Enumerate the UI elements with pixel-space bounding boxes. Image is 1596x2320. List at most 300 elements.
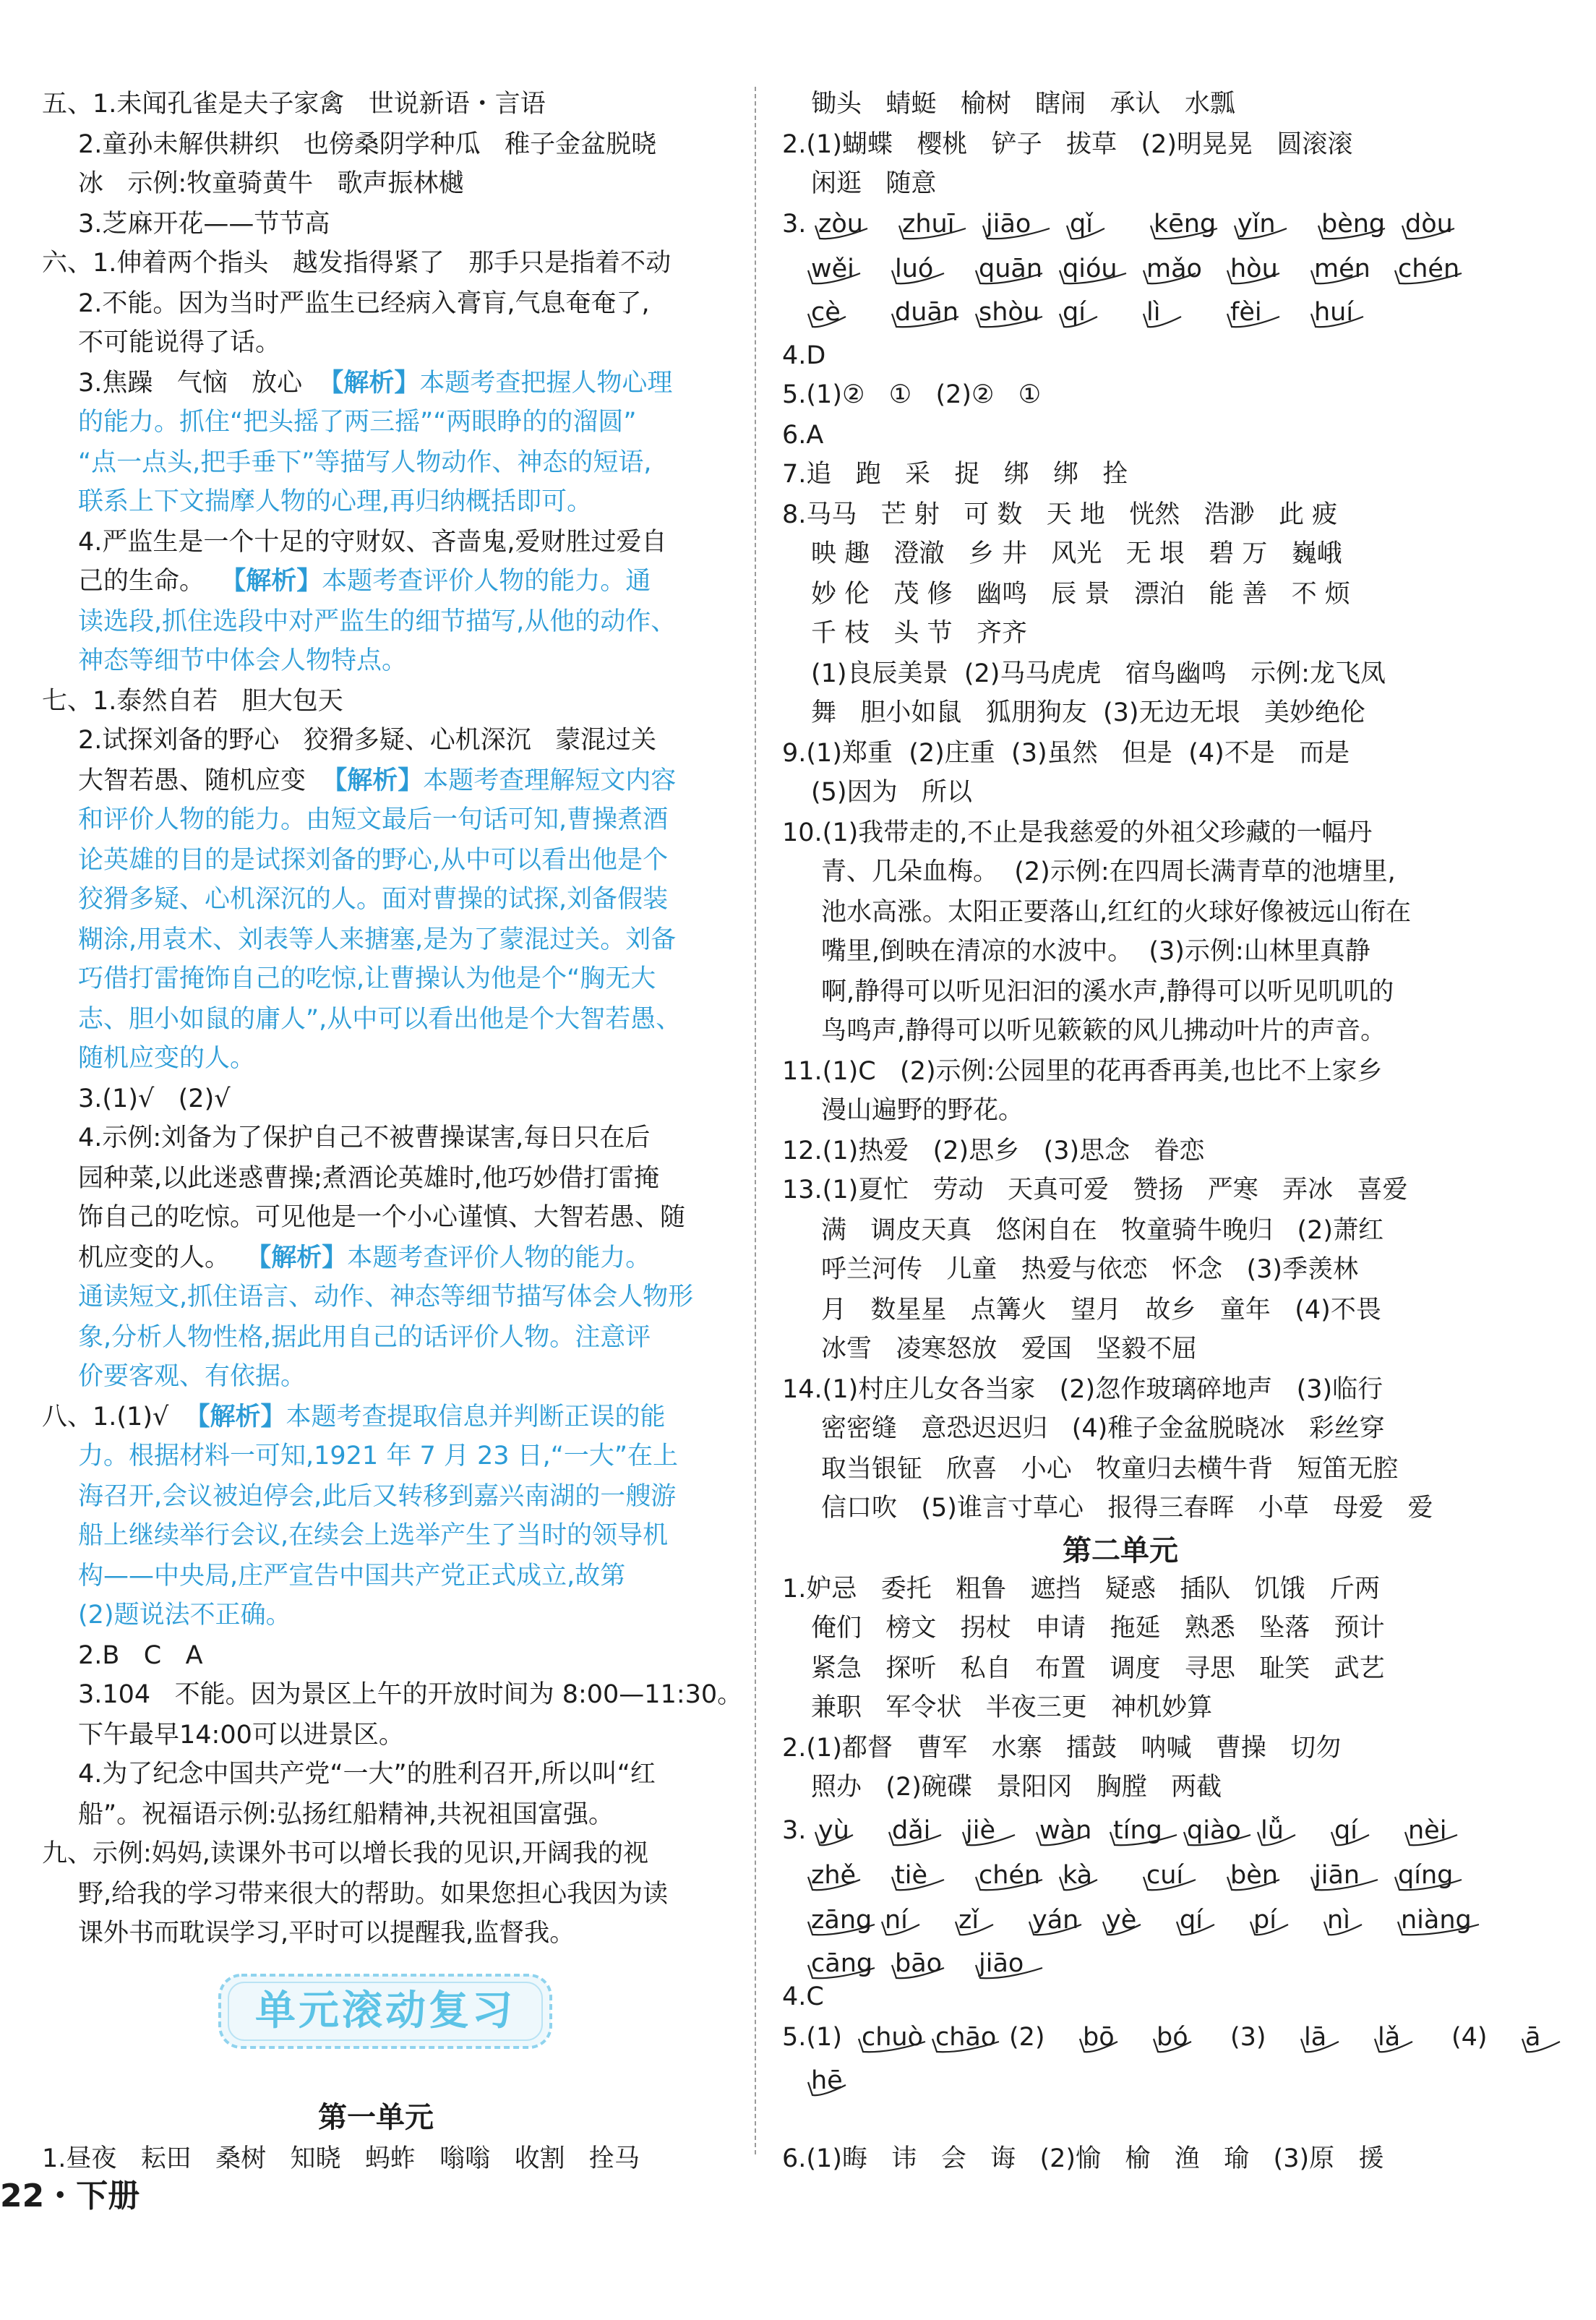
answer-line bbox=[78, 1637, 203, 1676]
answer-text: 饰自己的吃惊。可见他是一个小心谨慎、大智若愚、随 bbox=[78, 1203, 686, 1232]
answer-text: 鸟鸣声,静得可以听见簌簌的风儿拂动叶片的声音。 bbox=[821, 1016, 1386, 1045]
tick-mark-icon bbox=[1310, 307, 1368, 335]
answer-line bbox=[782, 376, 1041, 415]
answer-text: 妙 伦 茂 修 幽鸣 辰 景 漂泊 能 善 不 烦 bbox=[811, 580, 1350, 609]
tick-mark-icon bbox=[1394, 1870, 1466, 1899]
section-title-unit-1: 第一单元 bbox=[318, 2101, 434, 2134]
answer-line bbox=[782, 814, 1372, 853]
answer-line bbox=[78, 603, 676, 642]
answer-line bbox=[821, 894, 1411, 933]
answer-text: 闲逛 随意 bbox=[811, 169, 937, 198]
pinyin-syllable: qí bbox=[1334, 1816, 1357, 1845]
pinyin-syllable: kēng bbox=[1154, 210, 1217, 239]
answer-text: 巧借打雷掩饰自己的吃惊,让曹操认为他是个“胸无大 bbox=[78, 964, 656, 993]
answer-line bbox=[811, 774, 972, 813]
answer-text: 3.(1)√ (2)√ bbox=[78, 1084, 231, 1113]
pinyin-syllable: qǐ bbox=[1070, 210, 1093, 239]
answer-text: 6.A bbox=[782, 421, 824, 450]
pinyin-syllable: nì bbox=[1327, 1906, 1350, 1935]
answer-text: 12.(1)热爱 (2)思乡 (3)思念 眷恋 bbox=[782, 1137, 1205, 1165]
answer-line bbox=[78, 801, 668, 840]
answer-line bbox=[811, 575, 1350, 615]
answer-text: 3.焦躁 气恼 放心 bbox=[78, 369, 319, 398]
tick-mark-icon bbox=[1249, 1914, 1292, 1943]
answer-text: 1.妒忌 委托 粗鲁 遮挡 疑惑 插队 饥饿 斤两 bbox=[782, 1575, 1381, 1604]
answer-line bbox=[821, 933, 1370, 972]
answer-text: 己的生命。 bbox=[78, 567, 221, 596]
answer-text: 紧急 探听 私自 布置 调度 寻思 耻笑 武艺 bbox=[811, 1654, 1385, 1683]
tick-mark-icon bbox=[1058, 1870, 1102, 1899]
pinyin-syllable: hē bbox=[811, 2066, 843, 2095]
tick-mark-icon bbox=[1109, 1825, 1181, 1854]
answer-text: 7.追 跑 采 捉 绑 绑 拴 bbox=[782, 460, 1128, 489]
pinyin-syllable: lā bbox=[1304, 2023, 1327, 2052]
pinyin-syllable: pí bbox=[1253, 1906, 1277, 1935]
answer-line bbox=[78, 1080, 231, 1119]
pinyin-syllable: bāo bbox=[895, 1949, 943, 1978]
tick-mark-icon bbox=[880, 1914, 924, 1943]
tick-mark-icon bbox=[1065, 218, 1109, 247]
pinyin-syllable: (3) bbox=[1230, 2023, 1266, 2052]
tick-mark-icon bbox=[1373, 2032, 1417, 2060]
answer-text: 兼职 军令状 半夜三更 神机妙算 bbox=[811, 1693, 1213, 1722]
tick-mark-icon bbox=[1058, 263, 1130, 292]
review-banner bbox=[215, 1968, 555, 2055]
answer-text: 俺们 榜文 拐杖 申请 拖延 熟悉 坠落 预计 bbox=[811, 1614, 1385, 1643]
answer-line bbox=[78, 1755, 656, 1794]
tick-mark-icon bbox=[954, 1914, 998, 1943]
answer-text: 本题考查把握人物心理 bbox=[419, 369, 673, 398]
pinyin-syllable: zhuī bbox=[902, 210, 955, 239]
answer-line bbox=[811, 535, 1342, 574]
answer-line bbox=[811, 1689, 1212, 1728]
tick-mark-icon bbox=[888, 1825, 945, 1854]
pinyin-syllable: chén bbox=[1398, 254, 1460, 283]
answer-text: 狡猾多疑、心机深沉的人。面对曹操的试探,刘备假装 bbox=[78, 885, 669, 914]
answer-line bbox=[811, 694, 1365, 733]
answer-line bbox=[782, 2140, 1384, 2179]
tick-mark-icon bbox=[931, 2032, 1003, 2060]
answer-line bbox=[42, 1835, 648, 1874]
answer-text: 力。根据材料一可知,1921 年 7 月 23 日,“一大”在上 bbox=[78, 1442, 679, 1471]
answer-text: 大智若愚、随机应变 bbox=[78, 766, 322, 795]
answer-text: 价要客观、有依据。 bbox=[78, 1362, 306, 1391]
pinyin-syllable: qióu bbox=[1063, 254, 1117, 283]
answer-line bbox=[42, 682, 343, 722]
answer-line bbox=[78, 1358, 306, 1397]
answer-text: 糊涂,用袁术、刘表等人来搪塞,是为了蒙混过关。刘备 bbox=[78, 925, 677, 954]
answer-line bbox=[782, 1132, 1205, 1171]
answer-line bbox=[78, 722, 656, 761]
tick-mark-icon bbox=[1149, 218, 1222, 247]
pinyin-syllable: nèi bbox=[1408, 1816, 1447, 1845]
answer-line bbox=[78, 364, 672, 403]
pinyin-syllable: bèng bbox=[1321, 210, 1386, 239]
answer-text: 课外书而耽误学习,平时可以提醒我,监督我。 bbox=[78, 1919, 575, 1948]
pinyin-syllable: luó bbox=[895, 254, 934, 283]
answer-text: 舞 胆小如鼠 狐朋狗友 (3)无边无垠 美妙绝伦 bbox=[811, 698, 1365, 727]
pinyin-syllable: zāng bbox=[811, 1906, 872, 1935]
pinyin-syllable: lǎ bbox=[1378, 2023, 1401, 2052]
answer-text: 冰 示例:牧童骑黄牛 歌声振林樾 bbox=[78, 169, 464, 198]
answer-line bbox=[782, 1371, 1383, 1410]
answer-text: 4.C bbox=[782, 1982, 824, 2011]
pinyin-syllable: lǚ bbox=[1261, 1816, 1284, 1845]
answer-text: (5)因为 所以 bbox=[811, 778, 972, 807]
answer-line bbox=[78, 1716, 404, 1755]
answer-text: (1)良辰美景 (2)马马虎虎 宿鸟幽鸣 示例:龙飞凤 bbox=[811, 659, 1386, 688]
answer-line bbox=[782, 496, 1337, 535]
answer-text: 池水高涨。太阳正要落山,红红的火球好像被远山衔在 bbox=[821, 898, 1412, 927]
answer-text: 2.(1)都督 曹军 水寨 擂鼓 呐喊 曹操 切勿 bbox=[782, 1734, 1342, 1763]
answer-line bbox=[78, 1517, 668, 1556]
answer-line bbox=[78, 881, 668, 920]
answer-line bbox=[78, 444, 652, 483]
answer-text: 取当银钲 欣喜 小心 牧童归去横牛背 短笛无腔 bbox=[821, 1455, 1399, 1484]
answer-text: 论英雄的目的是试探刘备的野心,从中可以看出他是个 bbox=[78, 846, 669, 875]
answer-text: 6.(1)晦 讳 会 诲 (2)愉 榆 渔 瑜 (3)原 援 bbox=[782, 2144, 1384, 2173]
answer-text: 2.试探刘备的野心 狡猾多疑、心机深沉 蒙混过关 bbox=[78, 726, 657, 755]
answer-text: 密密缝 意恐迟迟归 (4)稚子金盆脱晓冰 彩丝穿 bbox=[821, 1414, 1385, 1443]
pinyin-syllable: cāng bbox=[811, 1949, 873, 1978]
answer-line bbox=[821, 853, 1396, 892]
answer-line bbox=[42, 244, 671, 283]
pinyin-syllable: ā bbox=[1525, 2023, 1541, 2052]
answer-text: 的能力。抓住“把头摇了两三摇”“两眼睁的的溜圆” bbox=[78, 408, 637, 437]
tick-mark-icon bbox=[857, 2032, 930, 2060]
answer-line bbox=[78, 1437, 678, 1476]
answer-line bbox=[78, 523, 667, 562]
answer-text: 冰雪 凌寒怒放 爱国 坚毅不屈 bbox=[821, 1335, 1198, 1364]
answer-line bbox=[78, 1001, 681, 1040]
tick-mark-icon bbox=[898, 218, 970, 247]
pinyin-syllable: yǐn bbox=[1237, 210, 1276, 239]
pinyin-syllable: hòu bbox=[1230, 254, 1278, 283]
tick-mark-icon bbox=[1028, 1914, 1086, 1943]
answer-text: 10.(1)我带走的,不止是我慈爱的外祖父珍藏的一幅丹 bbox=[782, 818, 1373, 847]
tick-mark-icon bbox=[1142, 263, 1200, 292]
pinyin-syllable: yè bbox=[1106, 1906, 1137, 1935]
answer-line bbox=[821, 1251, 1358, 1290]
answer-line bbox=[782, 1053, 1383, 1092]
answer-line bbox=[811, 655, 1386, 694]
answer-text: 联系上下文揣摩人物的心理,再归纳概括即可。 bbox=[78, 487, 593, 516]
pinyin-syllable: dǎi bbox=[892, 1816, 931, 1845]
answer-line bbox=[78, 642, 407, 681]
answer-line bbox=[78, 1199, 685, 1238]
answer-text: 象,分析人物性格,据此用自己的话评价人物。注意评 bbox=[78, 1323, 651, 1352]
answer-text: (2)题说法不正确。 bbox=[78, 1601, 291, 1630]
section-title-unit-2: 第二单元 bbox=[1063, 1534, 1178, 1567]
answer-line bbox=[78, 126, 656, 165]
answer-text: 3.104 不能。因为景区上午的开放时间为 8:00—11:30。 bbox=[78, 1680, 743, 1709]
answer-line bbox=[821, 1410, 1385, 1449]
tick-mark-icon bbox=[891, 263, 948, 292]
answer-text: 不可能说得了话。 bbox=[78, 328, 281, 357]
analysis-label: 【解析】 bbox=[220, 567, 322, 596]
answer-text: 2.童孙未解供耕织 也傍桑阴学种瓜 稚子金盆脱晓 bbox=[78, 130, 657, 159]
pinyin-syllable: chén bbox=[979, 1861, 1041, 1890]
answer-text: 漫山遍野的野花。 bbox=[821, 1096, 1024, 1125]
pinyin-syllable: yán bbox=[1032, 1906, 1079, 1935]
tick-mark-icon bbox=[1256, 1825, 1300, 1854]
answer-text: 九、示例:妈妈,读课外书可以增长我的见识,开阔我的视 bbox=[42, 1839, 649, 1868]
answer-text: 呼兰河传 儿童 热爱与依恋 怀念 (3)季羡林 bbox=[821, 1255, 1359, 1284]
pinyin-syllable: fèi bbox=[1230, 298, 1262, 327]
tick-mark-icon bbox=[1330, 1825, 1373, 1854]
answer-line bbox=[811, 615, 1027, 654]
answer-line bbox=[811, 165, 936, 204]
pinyin-syllable: huí bbox=[1314, 298, 1354, 327]
answer-line bbox=[782, 735, 1350, 774]
pinyin-syllable: (4) bbox=[1451, 2023, 1488, 2052]
tick-mark-icon bbox=[891, 1870, 948, 1899]
pinyin-syllable: qíng bbox=[1398, 1861, 1454, 1890]
answer-line bbox=[42, 85, 546, 124]
tick-mark-icon bbox=[974, 1870, 1047, 1899]
pinyin-syllable: cuí bbox=[1146, 1861, 1184, 1890]
tick-mark-icon bbox=[1394, 263, 1466, 292]
answer-line bbox=[78, 165, 464, 204]
pinyin-syllable: chuò bbox=[862, 2023, 924, 2052]
tick-mark-icon bbox=[814, 1825, 857, 1854]
tick-mark-icon bbox=[1078, 2032, 1122, 2060]
tick-mark-icon bbox=[814, 218, 872, 247]
answer-text: 2.B C A bbox=[78, 1641, 203, 1670]
answer-text: 4.D bbox=[782, 341, 826, 370]
answer-line bbox=[78, 762, 676, 801]
pinyin-syllable: quān bbox=[979, 254, 1043, 283]
answer-line bbox=[782, 1570, 1380, 1609]
tick-mark-icon bbox=[1102, 1914, 1145, 1943]
answer-line bbox=[42, 2140, 640, 2179]
tick-mark-icon bbox=[1521, 2032, 1564, 2060]
answer-line bbox=[78, 483, 592, 522]
answer-line bbox=[821, 1092, 1024, 1131]
pinyin-syllable: jiè bbox=[966, 1816, 995, 1845]
answer-line bbox=[78, 1160, 659, 1199]
page-footer: 22・下册 bbox=[0, 2178, 140, 2214]
answer-line bbox=[78, 324, 280, 363]
answer-text: 海召开,会议被迫停会,此后又转移到嘉兴南湖的一艘游 bbox=[78, 1482, 677, 1511]
answer-text: 本题考查评价人物的能力。 bbox=[347, 1244, 651, 1272]
tick-mark-icon bbox=[807, 307, 850, 335]
answer-text: 七、1.泰然自若 胆大包天 bbox=[42, 687, 343, 716]
question-number: 3. bbox=[782, 210, 807, 239]
answer-text: 构——中央局,庄严宣告中国共产党正式成立,故第 bbox=[78, 1562, 626, 1591]
answer-text: 本题考查理解短文内容 bbox=[423, 766, 677, 795]
answer-line bbox=[782, 455, 1128, 495]
pinyin-syllable: tíng bbox=[1113, 1816, 1162, 1845]
tick-mark-icon bbox=[1300, 2032, 1343, 2060]
pinyin-syllable: lì bbox=[1146, 298, 1161, 327]
answer-text: 机应变的人。 bbox=[78, 1244, 246, 1272]
answer-line bbox=[78, 842, 668, 881]
tick-mark-icon bbox=[891, 1958, 948, 1987]
answer-line bbox=[78, 1875, 668, 1914]
tick-mark-icon bbox=[1142, 307, 1185, 335]
answer-line bbox=[821, 973, 1394, 1012]
pinyin-syllable: qí bbox=[1180, 1906, 1203, 1935]
pinyin-syllable: mǎo bbox=[1146, 254, 1202, 283]
answer-text: 月 数星星 点篝火 望月 故乡 童年 (4)不畏 bbox=[821, 1296, 1381, 1324]
answer-text: 啊,静得可以听见汩汩的溪水声,静得可以听见叽叽的 bbox=[821, 977, 1394, 1006]
answer-line bbox=[782, 126, 1352, 165]
answer-line bbox=[78, 1239, 651, 1278]
question-number: 3. bbox=[782, 1816, 807, 1845]
pinyin-syllable: wàn bbox=[1039, 1816, 1092, 1845]
answer-text: 本题考查提取信息并判断正误的能 bbox=[286, 1403, 666, 1431]
answer-line bbox=[782, 1729, 1341, 1768]
tick-mark-icon bbox=[1152, 2032, 1196, 2060]
answer-line bbox=[821, 1012, 1386, 1051]
tick-mark-icon bbox=[974, 307, 1047, 335]
pinyin-syllable: wěi bbox=[811, 254, 854, 283]
answer-text: 六、1.伸着两个指头 越发指得紧了 那手只是指着不动 bbox=[42, 249, 672, 278]
analysis-label: 【解析】 bbox=[246, 1244, 348, 1272]
tick-mark-icon bbox=[1058, 307, 1102, 335]
answer-line bbox=[78, 960, 656, 999]
answer-text: 13.(1)夏忙 劳动 天真可爱 赞扬 严寒 弄冰 喜爱 bbox=[782, 1176, 1408, 1204]
answer-text: 4.严监生是一个十足的守财奴、吝啬鬼,爱财胜过爱自 bbox=[78, 528, 667, 557]
pinyin-syllable: chāo bbox=[935, 2023, 997, 2052]
answer-text: 五、1.未闻孔雀是夫子家禽 世说新语・言语 bbox=[42, 90, 546, 119]
answer-text: 青、几朵血梅。 (2)示例:在四周长满青草的池塘里, bbox=[821, 857, 1396, 886]
answer-text: 9.(1)郑重 (2)庄重 (3)虽然 但是 (4)不是 而是 bbox=[782, 739, 1350, 768]
answer-text: 本题考查评价人物的能力。通 bbox=[322, 567, 651, 596]
tick-mark-icon bbox=[807, 263, 864, 292]
pinyin-syllable: zòu bbox=[818, 210, 863, 239]
answer-line bbox=[78, 1796, 614, 1835]
answer-text: 和评价人物的能力。由短文最后一句话可知,曹操煮酒 bbox=[78, 805, 669, 834]
pinyin-syllable: jiāo bbox=[979, 1949, 1024, 1978]
answer-text: 信口吹 (5)谁言寸草心 报得三春晖 小草 母爱 爱 bbox=[821, 1494, 1433, 1523]
answer-line bbox=[78, 285, 650, 324]
answer-line bbox=[78, 1596, 291, 1635]
answer-line bbox=[811, 1650, 1385, 1689]
answer-text: 锄头 蜻蜓 榆树 瞎闹 承认 水瓢 bbox=[811, 90, 1235, 119]
pinyin-syllable: dòu bbox=[1405, 210, 1453, 239]
answer-line bbox=[78, 1119, 650, 1158]
question-number: 5.(1) bbox=[782, 2023, 842, 2052]
tick-mark-icon bbox=[1310, 263, 1368, 292]
tick-mark-icon bbox=[961, 1825, 1019, 1854]
tick-mark-icon bbox=[1226, 307, 1284, 335]
answer-line bbox=[78, 562, 651, 602]
answer-line bbox=[78, 1914, 575, 1953]
answer-line bbox=[811, 85, 1235, 124]
answer-line bbox=[821, 1450, 1399, 1489]
answer-line bbox=[811, 1609, 1385, 1648]
pinyin-syllable: shòu bbox=[979, 298, 1040, 327]
answer-line bbox=[821, 1330, 1197, 1369]
answer-text: 映 趣 澄澈 乡 井 风光 无 垠 碧 万 巍峨 bbox=[811, 539, 1342, 568]
tick-mark-icon bbox=[891, 307, 963, 335]
answer-text: 嘴里,倒映在清凉的水波中。 (3)示例:山林里真静 bbox=[821, 937, 1370, 966]
pinyin-syllable: ní bbox=[885, 1906, 908, 1935]
tick-mark-icon bbox=[1226, 1870, 1284, 1899]
answer-text: 1.昼夜 耘田 桑树 知晓 蚂蚱 嗡嗡 收割 拴马 bbox=[42, 2144, 640, 2173]
answer-text: 通读短文,抓住语言、动作、神态等细节描写体会人物形 bbox=[78, 1283, 694, 1311]
pinyin-syllable: qiào bbox=[1187, 1816, 1241, 1845]
answer-line bbox=[811, 1768, 1222, 1807]
tick-mark-icon bbox=[1401, 218, 1459, 247]
tick-mark-icon bbox=[1142, 1870, 1200, 1899]
tick-mark-icon bbox=[1226, 263, 1284, 292]
answer-line bbox=[78, 1676, 742, 1715]
answer-text: 2.不能。因为当时严监生已经病入膏肓,气息奄奄了, bbox=[78, 289, 650, 318]
pinyin-syllable: bèn bbox=[1230, 1861, 1278, 1890]
pinyin-syllable: yù bbox=[818, 1816, 849, 1845]
tick-mark-icon bbox=[974, 1958, 1047, 1987]
answer-text: 野,给我的学习带来很大的帮助。如果您担心我因为读 bbox=[78, 1880, 669, 1909]
answer-line bbox=[78, 1478, 676, 1517]
answer-line bbox=[821, 1291, 1381, 1330]
pinyin-syllable: jiāo bbox=[986, 210, 1031, 239]
tick-mark-icon bbox=[1404, 1825, 1462, 1854]
tick-mark-icon bbox=[807, 1958, 879, 1987]
answer-text: 照办 (2)碗碟 景阳冈 胸膛 两截 bbox=[811, 1773, 1222, 1802]
answer-line bbox=[821, 1212, 1383, 1251]
pinyin-syllable: qí bbox=[1063, 298, 1086, 327]
answer-text: 船上继续举行会议,在续会上选举产生了当时的领导机 bbox=[78, 1521, 669, 1550]
answer-text: 志、胆小如鼠的庸人”,从中可以看出他是个大智若愚、 bbox=[78, 1005, 682, 1034]
answer-line bbox=[78, 921, 676, 960]
pinyin-syllable: zǐ bbox=[958, 1906, 979, 1935]
tick-mark-icon bbox=[807, 2075, 850, 2104]
answer-text: 八、1.(1)√ bbox=[42, 1403, 185, 1431]
answer-text: 读选段,抓住选段中对严监生的细节描写,从他的动作、 bbox=[78, 607, 677, 636]
pinyin-syllable: jiān bbox=[1314, 1861, 1360, 1890]
answer-line bbox=[821, 1489, 1433, 1528]
answer-text: 园种菜,以此迷惑曹操;煮酒论英雄时,他巧妙借打雷掩 bbox=[78, 1164, 660, 1193]
tick-mark-icon bbox=[974, 263, 1047, 292]
tick-mark-icon bbox=[1233, 218, 1291, 247]
pinyin-syllable: zhě bbox=[811, 1861, 857, 1890]
answer-text: 3.芝麻开花——节节高 bbox=[78, 210, 330, 239]
tick-mark-icon bbox=[1175, 1914, 1219, 1943]
answer-line bbox=[78, 1278, 693, 1317]
column-divider bbox=[755, 87, 756, 2154]
tick-mark-icon bbox=[807, 1870, 864, 1899]
pinyin-syllable: bō bbox=[1083, 2023, 1115, 2052]
answer-line bbox=[782, 1171, 1408, 1210]
tick-mark-icon bbox=[1323, 1914, 1366, 1943]
answer-line bbox=[78, 1319, 651, 1358]
pinyin-syllable: tiè bbox=[895, 1861, 927, 1890]
answer-line bbox=[78, 403, 637, 442]
answer-text: 11.(1)C (2)示例:公园里的花再香再美,也比不上家乡 bbox=[782, 1057, 1383, 1086]
answer-line bbox=[782, 416, 823, 455]
tick-mark-icon bbox=[1035, 1825, 1093, 1854]
answer-text: 4.示例:刘备为了保护自己不被曹操谋害,每日只在后 bbox=[78, 1123, 651, 1152]
answer-line bbox=[78, 1040, 255, 1079]
answer-text: 14.(1)村庄儿女各当家 (2)忽作玻璃碎地声 (3)临行 bbox=[782, 1375, 1383, 1404]
pinyin-syllable: cè bbox=[811, 298, 841, 327]
tick-mark-icon bbox=[1310, 1870, 1382, 1899]
pinyin-syllable: duān bbox=[895, 298, 959, 327]
answer-text: 2.(1)蝴蝶 樱桃 铲子 拔草 (2)明晃晃 圆滚滚 bbox=[782, 130, 1353, 159]
answer-text: 随机应变的人。 bbox=[78, 1044, 256, 1073]
tick-mark-icon bbox=[1317, 218, 1389, 247]
answer-text: 满 调皮天真 悠闲自在 牧童骑牛晚归 (2)萧红 bbox=[821, 1216, 1384, 1245]
answer-text: 8.马马 芒 射 可 数 天 地 恍然 浩渺 此 疲 bbox=[782, 500, 1338, 529]
answer-text: 神态等细节中体会人物特点。 bbox=[78, 646, 408, 675]
answer-line bbox=[782, 337, 825, 376]
tick-mark-icon bbox=[807, 1914, 879, 1943]
banner-title: 单元滚动复习 bbox=[255, 1987, 515, 2034]
analysis-label: 【解析】 bbox=[184, 1403, 286, 1431]
